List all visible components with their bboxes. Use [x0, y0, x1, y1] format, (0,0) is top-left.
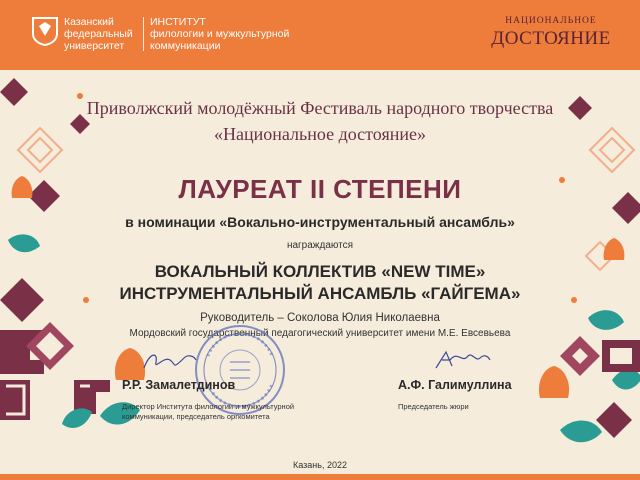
collective-name-2: ИНСТРУМЕНТАЛЬНЫЙ АНСАМБЛЬ «ГАЙГЕМА»	[119, 284, 521, 303]
left-signatory-name: Р.Р. Замалетдинов	[122, 378, 236, 392]
institute-line-1: ИНСТИТУТ	[150, 16, 206, 28]
city-year: Казань, 2022	[293, 460, 347, 470]
right-signatory-position	[398, 402, 469, 412]
festival-title-line-1: Приволжский молодёжный Фестиваль народного творчества	[86, 98, 554, 118]
leader-text: Руководитель – Соколова Юлия Николаевна	[200, 312, 440, 324]
university-logo-icon	[31, 16, 59, 46]
brand-title: ДОСТОЯНИЕ	[491, 28, 611, 49]
recipient-university: Мордовский государственный педагогический университет имени М.Е. Евсевьева	[129, 328, 511, 339]
collective-name-1: ВОКАЛЬНЫЙ КОЛЛЕКТИВ «NEW TIME»	[154, 262, 486, 281]
right-signature-icon	[432, 346, 492, 374]
right-position-line-1: Председатель жюри	[398, 402, 469, 411]
award-title: ЛАУРЕАТ II СТЕПЕНИ	[178, 174, 462, 204]
left-position-line-1: Директор Института филологии и мужкультурной	[122, 402, 295, 411]
right-signatory-name: А.Ф. Галимуллина	[398, 378, 512, 392]
brand-subtitle: НАЦИОНАЛЬНОЕ	[505, 16, 597, 26]
left-signature-icon	[140, 348, 200, 376]
awarded-text: награждаются	[286, 240, 354, 251]
institute-name	[150, 16, 289, 52]
university-name	[64, 16, 133, 52]
university-line-3: университет	[64, 40, 125, 52]
university-line-2: федеральный	[64, 28, 133, 40]
university-line-1: Казанский	[64, 16, 114, 28]
header-divider	[143, 17, 144, 51]
left-position-line-2: коммуникации, председатель оргкомитета	[122, 412, 270, 421]
institute-line-3: коммуникации	[150, 40, 221, 52]
institute-line-2: филологии и мужкультурной	[150, 28, 290, 40]
nomination-text: в номинации «Вокально-инструментальный ансамбль»	[125, 214, 515, 230]
festival-title-line-2: «Национальное достояние»	[214, 124, 426, 144]
header-band	[0, 0, 640, 70]
left-signatory-position	[122, 402, 294, 422]
